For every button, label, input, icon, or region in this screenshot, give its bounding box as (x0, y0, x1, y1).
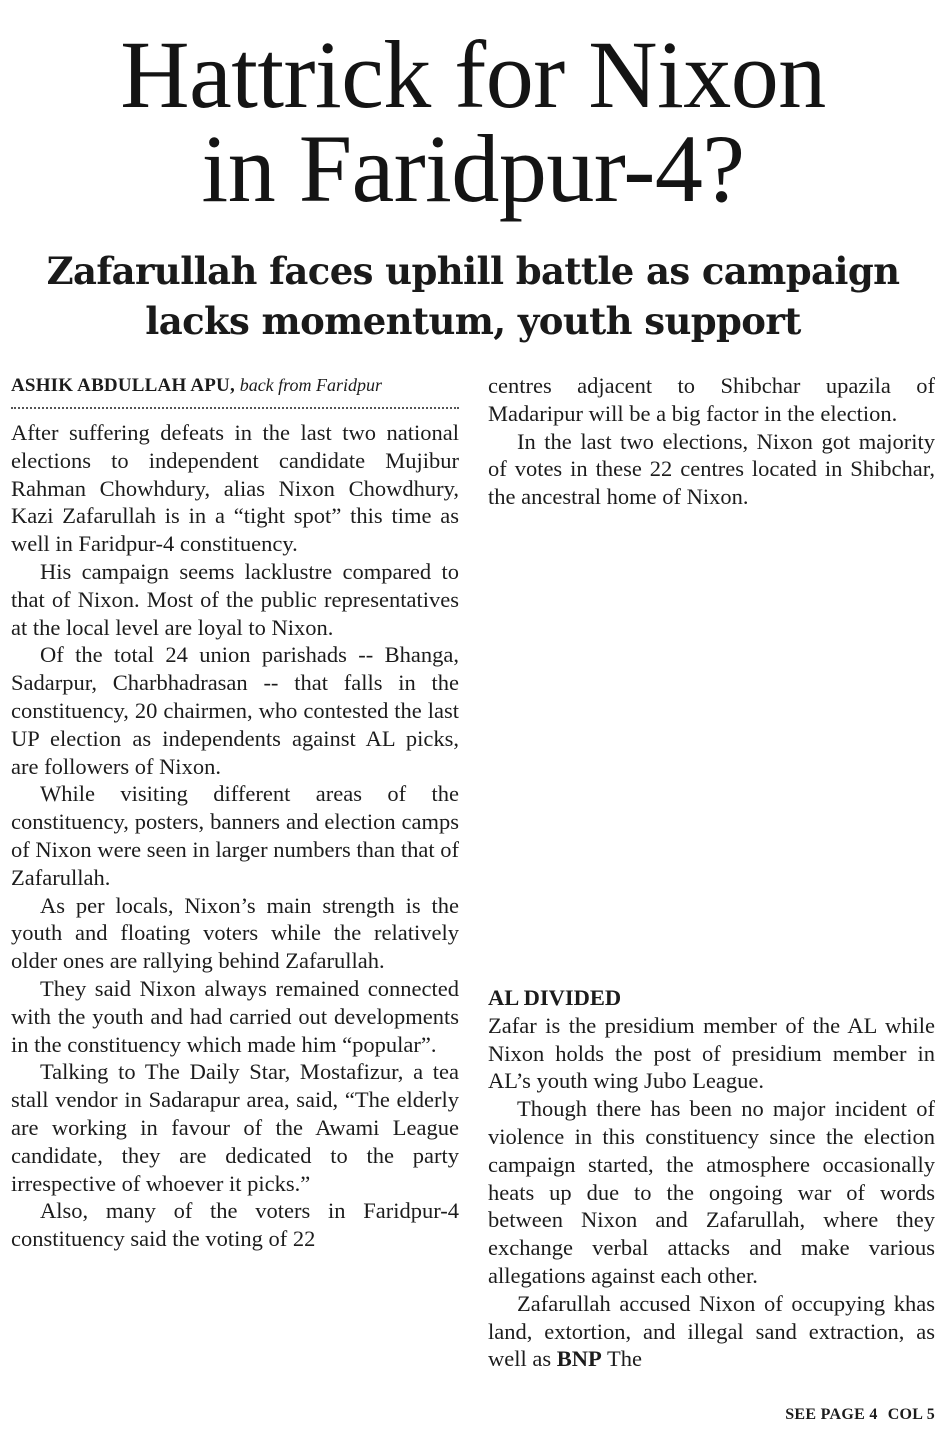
article-column-left (11, 372, 459, 1253)
subheadline (0, 246, 946, 346)
paragraph-text: Zafarullah accused Nixon of occupying khas land, extortion, and illegal sand extraction, as well as (488, 1290, 935, 1372)
headline-line-2: in Faridpur-4? (201, 115, 745, 222)
byline-dateline: back from Faridpur (239, 375, 383, 395)
subheadline-line-2: lacks momentum, youth support (145, 299, 801, 343)
article-column-right-top (488, 372, 935, 511)
paragraph: They said Nixon always remained connected with the youth and had carried out developments in the constituency which made him “popular”. (11, 975, 459, 1057)
paragraph: centres adjacent to Shibchar upazila of Madaripur will be a big factor in the election. (488, 373, 935, 426)
paragraph: Talking to The Daily Star, Mostafizur, a tea stall vendor in Sadarapur area, said, “The elderly are working in favour of the Awami League candidate, they are dedicated to the party irrespective of whoever it picks.” (11, 1059, 459, 1196)
jump-column: COL 5 (887, 1406, 935, 1423)
paragraph: While visiting different areas of the constituency, posters, banners and election camps of Nixon were seen in larger numbers than that of Zafarullah. (11, 781, 459, 890)
paragraph: Of the total 24 union parishads -- Bhanga, Sadarpur, Charbhadrasan -- that falls in the constituency, 20 chairmen, who contested the last UP election as independents against AL picks, are followers of Nixon. (11, 642, 459, 779)
continued-on-page-line (785, 1406, 935, 1424)
paragraph: Zafar is the presidium member of the AL while Nixon holds the post of presidium member in AL’s youth wing Jubo League. (488, 1012, 935, 1094)
byline-author: ASHIK ABDULLAH APU, (11, 375, 235, 396)
headline-line-1: Hattrick for Nixon (120, 21, 826, 128)
paragraph: His campaign seems lacklustre compared to that of Nixon. Most of the public representatives at the local level are loyal to Nixon. (11, 558, 459, 640)
headline (0, 21, 946, 222)
byline (11, 372, 459, 409)
section-heading: AL DIVIDED (488, 985, 622, 1010)
paragraph: As per locals, Nixon’s main strength is the youth and floating voters while the relatively older ones are rallying behind Zafarullah. (11, 892, 459, 974)
paragraph: In the last two elections, Nixon got majority of votes in these 22 centres located in Shibchar, the ancestral home of Nixon. (488, 428, 935, 510)
paragraph-last (488, 1290, 935, 1373)
article-section-al-divided (488, 984, 935, 1373)
paragraph: Also, many of the voters in Faridpur-4 constituency said the voting of 22 (11, 1198, 459, 1252)
paragraph: Though there has been no major incident of violence in this constituency since the election campaign started, the atmosphere occasionally heats up due to the ongoing war of words between Nixon and Zafarullah, where they exchange verbal attacks and make various allegations against each other. (488, 1096, 935, 1288)
paragraph: After suffering defeats in the last two national elections to independent candidate Mujibur Rahman Chowhdury, alias Nixon Chowdhury, Kazi Zafarullah is in a “tight spot” this time as well in Faridpur-4 constituency. (11, 420, 459, 557)
jump-page: SEE PAGE 4 (785, 1406, 878, 1423)
bold-text: BNP (556, 1346, 602, 1372)
paragraph-tail: The (601, 1346, 642, 1372)
subheadline-line-1: Zafarullah faces uphill battle as campaign (46, 249, 900, 293)
